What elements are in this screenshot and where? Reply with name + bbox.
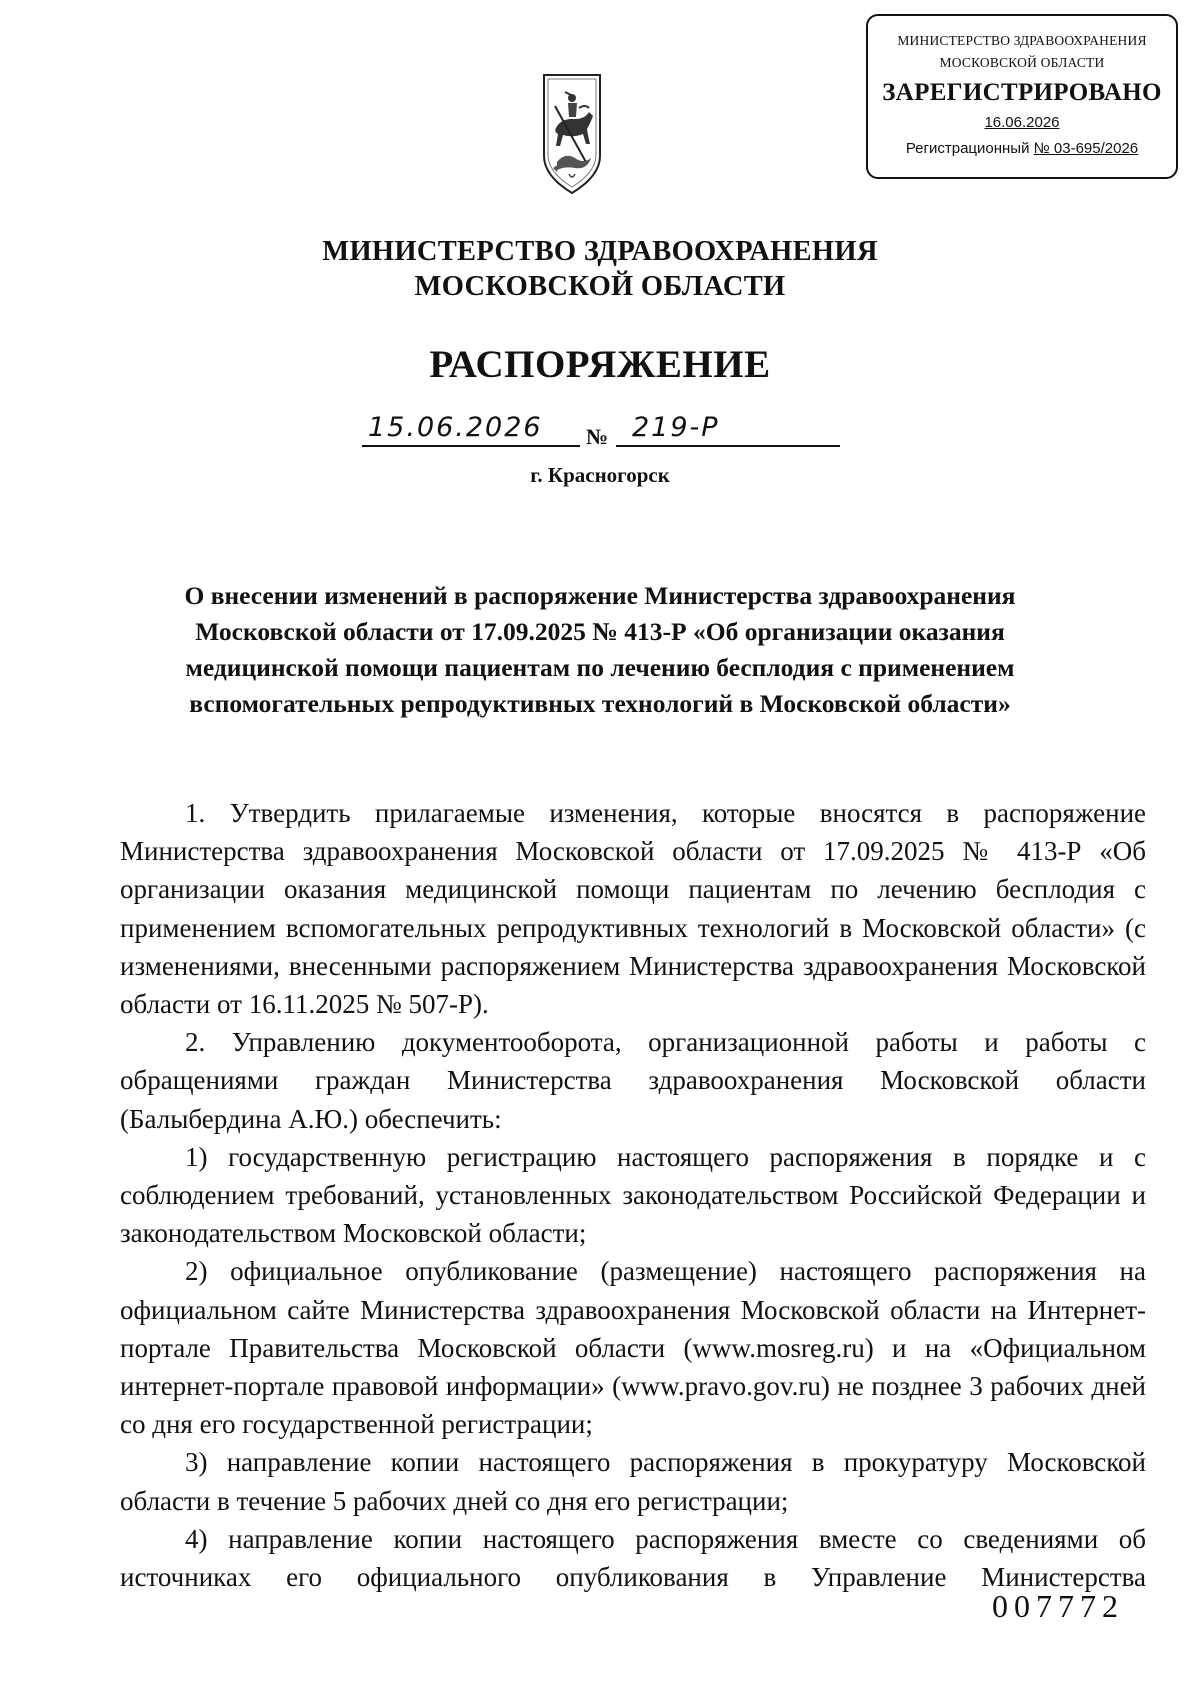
stamp-status: ЗАРЕГИСТРИРОВАНО [882, 79, 1162, 106]
document-serial-number: 007772 [992, 1588, 1124, 1624]
date-underline [362, 445, 580, 447]
ministry-name: МИНИСТЕРСТВО ЗДРАВООХРАНЕНИЯ МОСКОВСКОЙ ОБЛАСТИ [322, 236, 878, 302]
city: г. Красногорск [530, 463, 670, 487]
document-body [120, 794, 1146, 1596]
paragraph-2-item-1: 1) государственную регистрацию настоящего распоряжения в порядке и с соблюдением требований, установленных законодательством Российской Федерации и законодательством Московской области; [120, 1141, 1146, 1249]
handwritten-date: 15.06.2026 [368, 412, 543, 443]
handwritten-number: 219-Р [632, 412, 720, 443]
document-type: РАСПОРЯЖЕНИЕ [429, 343, 771, 386]
stamp-reg-number: Регистрационный № 03-695/2026 [905, 140, 1139, 157]
stamp-organization: МИНИСТЕРСТВО ЗДРАВООХРАНЕНИЯ МОСКОВСКОЙ ОБЛАСТИ [897, 33, 1147, 70]
paragraph-2: 2. Управлению документооборота, организационной работы и работы с обращениями граждан Министерства здравоохранения Московской области (Балыбердина А.Ю.) обеспечить: [120, 1027, 1146, 1134]
coat-of-arms-icon [541, 72, 603, 196]
number-sign: № [586, 424, 609, 449]
paragraph-2-item-4: 4) направление копии настоящего распоряжения вместе со сведениями об источниках его официального опубликования в Управление Министерства [120, 1523, 1146, 1593]
number-underline [616, 445, 840, 447]
date-number-line [362, 412, 840, 448]
paragraph-2-item-3: 3) направление копии настоящего распоряжения в прокуратуру Московской области в течение 5 рабочих дней со дня его регистрации; [120, 1447, 1146, 1516]
paragraph-2-item-2: 2) официальное опубликование (размещение) настоящего распоряжения на официальном сайте Министерства здравоохранения Московской области на Интернет-портале Правительства Московской области (www.mosreg.ru) и на «Официальном интернет-портале правовой информации» (www.pravo.gov.ru) не позднее 3 рабочих дней со дня его государственной регистрации; [120, 1256, 1146, 1440]
document-title: О внесении изменений в распоряжение Министерства здравоохранения Московской области от 17.09.2025 № 413-Р «Об организации оказания медицинской помощи пациентам по лечению бесплодия с применением вспомогательных репродуктивных технологий в Московской области» [184, 581, 1016, 718]
paragraph-1: 1. Утвердить прилагаемые изменения, которые вносятся в распоряжение Министерства здравоохранения Московской области от 17.09.2025 № 413-Р «Об организации оказания медицинской помощи пациентам по лечению бесплодия с применением вспомогательных репродуктивных технологий в Московской области» (с изменениями, внесенными распоряжением Министерства здравоохранения Московской области от 16.11.2025 № 507-Р). [120, 798, 1146, 1020]
registration-stamp [866, 14, 1178, 179]
stamp-date: 16.06.2026 [984, 114, 1060, 131]
